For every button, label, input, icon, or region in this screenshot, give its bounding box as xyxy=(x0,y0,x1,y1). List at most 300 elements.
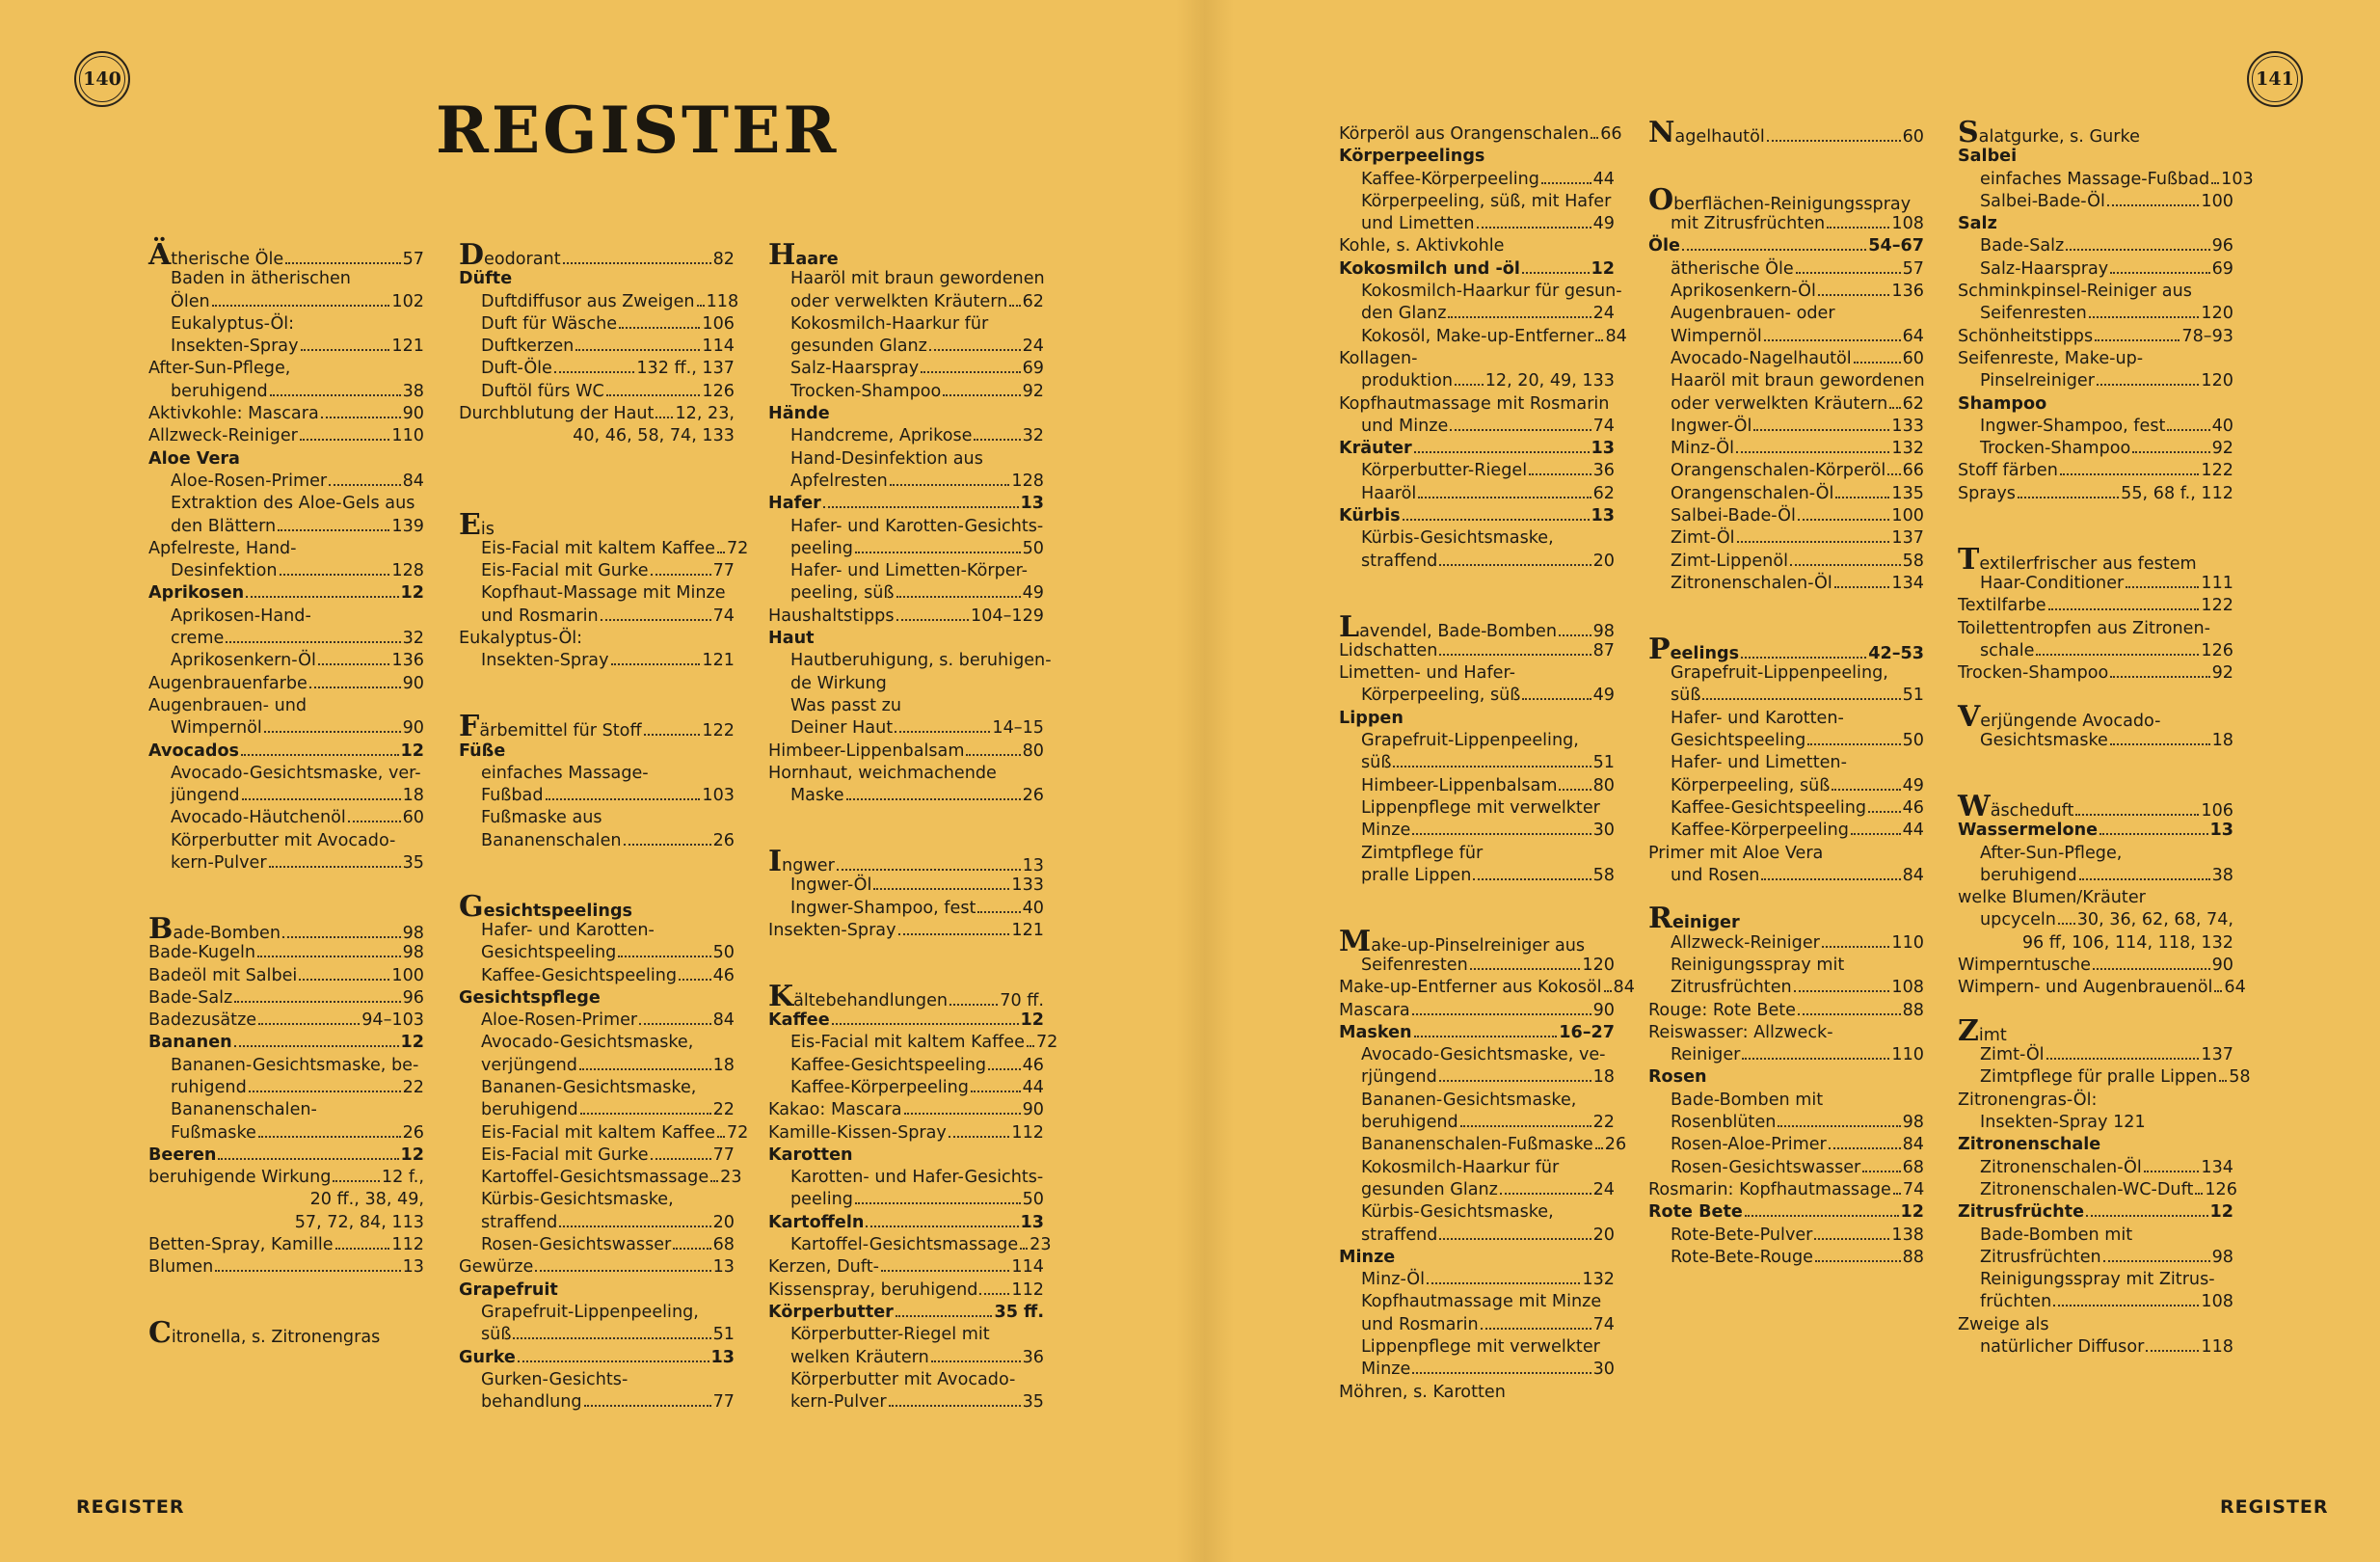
entry-term: Zitrusfrüchten xyxy=(1671,978,1792,998)
index-subentry xyxy=(768,898,1044,920)
entry-page: 69 xyxy=(1022,359,1044,379)
initial-letter: M xyxy=(1339,924,1372,958)
entry-page: 112 xyxy=(1011,1279,1044,1300)
entry-term: Duftkerzen xyxy=(481,337,575,357)
entry-page: 98 xyxy=(402,943,424,963)
dot-leader xyxy=(971,1091,1021,1092)
dot-leader xyxy=(1745,1215,1899,1217)
entry-term: Gurke xyxy=(459,1347,516,1367)
entry-term: beruhigende Wirkung xyxy=(148,1168,332,1188)
entry-term: Hautberuhigung, s. beruhigen- xyxy=(790,651,1052,671)
entry-term: Zitronenschalen-WC-Duft xyxy=(1980,1179,2194,1199)
index-column xyxy=(1958,116,2254,1359)
entry-term: schale xyxy=(1980,640,2035,660)
dot-leader xyxy=(846,798,1021,800)
index-entry xyxy=(1339,640,1615,662)
entry-page: 49 xyxy=(1902,775,1924,795)
entry-term: Körperöl aus Orangenschalen xyxy=(1339,124,1590,144)
entry-term: Avocado-Gesichtsmaske, ver- xyxy=(171,763,421,783)
index-entry xyxy=(148,673,424,695)
entry-term: straffend xyxy=(1361,551,1438,571)
dot-leader xyxy=(258,1023,360,1025)
entry-page: 132 ff., 137 xyxy=(636,359,735,379)
dot-leader xyxy=(1862,1171,1900,1172)
dot-leader xyxy=(1414,1036,1558,1037)
entry-term: Grapefruit-Lippenpeeling, xyxy=(1671,663,1888,684)
entry-term: Avocado-Nagelhautöl xyxy=(1671,348,1852,368)
index-subentry xyxy=(1339,1044,1615,1066)
index-entry xyxy=(148,942,424,964)
index-entry xyxy=(1958,281,2233,303)
entry-term: Ingwer-Shampoo, fest xyxy=(1980,416,2166,436)
entry-term: Wimpernöl xyxy=(171,718,262,739)
dot-leader xyxy=(1412,833,1591,835)
entry-term: Kürbis-Gesichtsmaske, xyxy=(1361,1202,1554,1223)
dot-leader xyxy=(1818,294,1890,296)
spacer xyxy=(1339,573,1615,595)
dot-leader xyxy=(1889,407,1900,409)
index-entry xyxy=(1648,902,1924,936)
index-entry xyxy=(768,1279,1044,1302)
dot-leader xyxy=(606,394,701,396)
entry-page: 121 xyxy=(1011,920,1044,940)
index-entry xyxy=(1958,1090,2233,1112)
entry-term: ruhigend xyxy=(171,1077,247,1097)
entry-term: Kartoffel-Gesichtsmassage xyxy=(790,1235,1019,1255)
entry-page: 46 xyxy=(712,965,735,985)
entry-term: Gesichtspeelings xyxy=(459,889,633,924)
index-subentry xyxy=(1958,191,2233,213)
index-subentry xyxy=(148,493,424,515)
entry-term: Hafer- und Karotten- xyxy=(1671,708,1844,728)
entry-term: beruhigend xyxy=(481,1100,578,1120)
index-subentry xyxy=(1339,213,1615,235)
index-subentry xyxy=(768,1234,1052,1256)
index-entry xyxy=(1958,1134,2233,1156)
spacer xyxy=(1648,146,1924,168)
entry-page: 13 xyxy=(402,1257,424,1278)
entry-term: Avocado-Gesichtsmaske, ve- xyxy=(1361,1045,1606,1065)
entry-term: Lavendel, Bade-Bomben xyxy=(1339,609,1558,644)
entry-term: Kissenspray, beruhigend xyxy=(768,1279,978,1300)
entry-term: Reinigungsspray mit xyxy=(1671,955,1845,975)
index-entry xyxy=(1958,116,2233,149)
entry-page: 20 xyxy=(712,1212,735,1232)
index-entry xyxy=(768,628,1044,650)
dot-leader xyxy=(898,933,1010,935)
entry-page: 14–15 xyxy=(992,718,1044,739)
entry-term: Trocken-Shampoo xyxy=(1958,663,2109,684)
spacer xyxy=(459,673,735,695)
initial-letter: P xyxy=(1648,632,1671,666)
dot-leader xyxy=(1439,654,1591,656)
index-subentry xyxy=(1958,258,2233,281)
entry-page: 60 xyxy=(1902,348,1924,368)
entry-term: Reiniger xyxy=(1671,1045,1741,1065)
entry-page: 44 xyxy=(1902,821,1924,841)
dot-leader xyxy=(1741,657,1866,659)
index-subentry xyxy=(459,291,739,313)
entry-term: Bananen-Gesichtsmaske, xyxy=(1361,1090,1577,1110)
entry-term: Kopfhaut-Massage mit Minze xyxy=(481,583,726,604)
dot-leader xyxy=(1529,473,1591,475)
entry-term: Ingwer-Shampoo, fest xyxy=(790,898,976,918)
entry-page: 66 xyxy=(1600,124,1622,144)
entry-term: Haaröl mit braun gewordenen xyxy=(790,269,1045,289)
entry-page: 108 xyxy=(2201,1292,2233,1312)
dot-leader xyxy=(1403,519,1590,521)
dot-leader xyxy=(1778,1125,1900,1127)
entry-page: 51 xyxy=(1592,753,1615,773)
entry-term: Avocado-Häutchenöl xyxy=(171,808,346,828)
dot-leader xyxy=(234,1045,399,1047)
entry-term: Rosen xyxy=(1648,1067,1707,1088)
index-subentry xyxy=(1648,1134,1924,1156)
dot-leader xyxy=(1481,1328,1591,1330)
index-subentry xyxy=(1958,370,2233,392)
spacer xyxy=(1958,1000,2233,1022)
index-subentry xyxy=(459,1234,735,1256)
entry-page: 77 xyxy=(712,1392,735,1413)
dot-leader xyxy=(249,1091,401,1092)
entry-term: Insekten-Spray 121 xyxy=(1980,1113,2146,1133)
entry-term: Salatgurke, s. Gurke xyxy=(1958,116,2140,149)
entry-term: Beeren xyxy=(148,1145,217,1165)
index-subentry xyxy=(459,381,735,403)
index-subentry xyxy=(1339,1314,1615,1336)
dot-leader xyxy=(2018,497,2119,498)
entry-term: Kältebehandlungen xyxy=(768,979,949,1013)
entry-page: 72 xyxy=(726,1122,749,1143)
entry-term: Shampoo xyxy=(1958,393,2047,414)
dot-leader xyxy=(2146,1350,2199,1352)
entry-page: 23 xyxy=(720,1168,742,1188)
entry-page: 46 xyxy=(1902,797,1924,818)
dot-leader xyxy=(896,619,970,621)
dot-leader xyxy=(1522,698,1591,700)
index-entry xyxy=(148,1212,424,1234)
dot-leader xyxy=(904,1113,1021,1115)
index-subentry xyxy=(1958,1291,2233,1313)
entry-page: 112 xyxy=(391,1235,424,1255)
entry-page: 120 xyxy=(2201,304,2233,324)
entry-term: den Blättern xyxy=(171,516,277,536)
entry-page: 49 xyxy=(1592,686,1615,706)
index-entry xyxy=(148,987,424,1010)
entry-term: mit Zitrusfrüchten xyxy=(1671,214,1826,234)
page-title: REGISTER xyxy=(436,93,840,168)
index-entry xyxy=(148,965,424,987)
spacer xyxy=(459,493,735,515)
spacer xyxy=(459,695,735,717)
index-subentry xyxy=(1339,370,1615,392)
dot-leader xyxy=(212,305,390,307)
dot-leader xyxy=(896,1315,993,1317)
index-subentry xyxy=(1648,551,1924,573)
dot-leader xyxy=(977,911,1020,913)
spacer xyxy=(1648,618,1924,640)
dot-leader xyxy=(215,1270,400,1272)
entry-term: natürlicher Diffusor xyxy=(1980,1337,2145,1358)
entry-term: Allzweck-Reiniger xyxy=(1671,932,1820,953)
index-subentry xyxy=(459,1369,735,1391)
entry-page: 18 xyxy=(712,1055,735,1075)
dot-leader xyxy=(1822,946,1890,948)
entry-term: Salz xyxy=(1958,214,1997,234)
spacer xyxy=(768,807,1044,829)
entry-term: Schönheitstipps xyxy=(1958,326,2094,346)
index-subentry xyxy=(459,763,735,785)
entry-term: kern-Pulver xyxy=(171,853,267,874)
index-entry xyxy=(459,889,735,924)
index-entry xyxy=(1648,1179,1924,1201)
entry-term: Öle xyxy=(1648,236,1680,256)
dot-leader xyxy=(1753,429,1889,431)
spacer xyxy=(459,852,735,875)
entry-term: Rosenblüten xyxy=(1671,1113,1777,1133)
dot-leader xyxy=(979,1293,1009,1295)
initial-letter: B xyxy=(148,911,174,946)
index-subentry xyxy=(148,830,424,852)
index-subentry xyxy=(459,920,735,942)
index-entry xyxy=(768,741,1044,763)
spacer xyxy=(148,875,424,897)
entry-page: 120 xyxy=(1582,955,1615,975)
index-column xyxy=(459,238,749,1414)
dot-leader xyxy=(1868,811,1901,813)
entry-page: 133 xyxy=(1011,875,1044,896)
index-subentry xyxy=(459,313,735,336)
entry-term: Handcreme, Aprikose xyxy=(790,426,973,446)
entry-page: 44 xyxy=(1022,1077,1044,1097)
entry-term: Kollagen- xyxy=(1339,348,1418,368)
index-subentry xyxy=(1648,1044,1924,1066)
entry-term: Kohle, s. Aktivkohle xyxy=(1339,236,1505,256)
dot-leader xyxy=(2097,384,2199,386)
entry-term: Minze xyxy=(1339,1247,1396,1267)
index-subentry xyxy=(1339,730,1615,752)
entry-term: Aprikosenkern-Öl xyxy=(1671,282,1816,302)
entry-term: Kokosöl, Make-up-Entferner xyxy=(1361,326,1594,346)
entry-term: beruhigend xyxy=(1361,1113,1458,1133)
index-entry xyxy=(459,710,735,744)
dot-leader xyxy=(697,305,705,307)
index-subentry xyxy=(1648,303,1924,325)
dot-leader xyxy=(895,731,990,733)
dot-leader xyxy=(584,1405,711,1407)
entry-term: Lippenpflege mit verwelkter xyxy=(1361,797,1600,818)
index-subentry xyxy=(1958,1247,2233,1269)
entry-page: 90 xyxy=(1592,1000,1615,1020)
index-subentry xyxy=(1339,1201,1615,1224)
entry-pages: 96 ff, 106, 114, 118, 132 xyxy=(2021,932,2233,953)
entry-term: süß xyxy=(481,1325,512,1345)
entry-term: verjüngend xyxy=(481,1055,577,1075)
dot-leader xyxy=(1854,362,1901,364)
entry-page: 58 xyxy=(1902,551,1924,571)
index-subentry xyxy=(459,1189,735,1211)
entry-term: Aprikosenkern-Öl xyxy=(171,651,316,671)
entry-pages: 20 ff., 38, 49, xyxy=(309,1190,424,1210)
entry-page: 12 xyxy=(2209,1202,2233,1223)
entry-page: 20 xyxy=(1592,1225,1615,1245)
index-subentry xyxy=(1958,169,2254,191)
index-subentry xyxy=(148,381,424,403)
page-gutter xyxy=(1176,0,1234,1562)
index-entry xyxy=(1648,235,1924,257)
entry-page: 122 xyxy=(2201,596,2233,616)
entry-term: gesunden Glanz xyxy=(1361,1179,1498,1199)
entry-term: Kakao: Mascara xyxy=(768,1100,902,1120)
index-subentry xyxy=(1648,685,1924,707)
dot-leader xyxy=(2195,1193,2203,1195)
entry-term: Textilfarbe xyxy=(1958,596,2046,616)
entry-term: Aloe-Rosen-Primer xyxy=(171,471,328,491)
index-entry xyxy=(1958,977,2246,999)
entry-page: 110 xyxy=(391,426,424,446)
initial-letter: R xyxy=(1648,902,1672,936)
index-subentry xyxy=(768,1032,1058,1054)
index-subentry xyxy=(459,1055,735,1077)
entry-page: 57 xyxy=(402,250,424,269)
entry-page: 74 xyxy=(1592,416,1615,436)
entry-term: ätherische Öle xyxy=(1671,258,1794,279)
dot-leader xyxy=(1418,497,1591,498)
entry-term: Gesichtspflege xyxy=(459,987,601,1008)
page-number-left xyxy=(74,51,130,107)
entry-page: 90 xyxy=(1022,1100,1044,1120)
entry-term: Himbeer-Lippenbalsam xyxy=(1361,775,1558,795)
entry-term: Eis-Facial mit Gurke xyxy=(481,1145,649,1165)
entry-page: 35 ff. xyxy=(994,1302,1044,1322)
dot-leader xyxy=(1412,1372,1591,1374)
dot-leader xyxy=(1412,1013,1591,1015)
entry-term: Rosen-Aloe-Primer xyxy=(1671,1135,1827,1155)
dot-leader xyxy=(866,1225,1018,1227)
entry-term: Ingwer-Öl xyxy=(790,875,872,896)
index-subentry xyxy=(148,807,424,829)
entry-page: 68 xyxy=(1902,1157,1924,1177)
entry-term: beruhigend xyxy=(171,381,268,401)
index-subentry xyxy=(1339,1336,1615,1359)
entry-term: Toilettentropfen aus Zitronen- xyxy=(1958,618,2210,638)
entry-page: 35 xyxy=(402,853,424,874)
entry-page: 134 xyxy=(1891,573,1924,593)
initial-letter: I xyxy=(768,845,783,879)
entry-page: 72 xyxy=(1035,1033,1058,1053)
entry-term: straffend xyxy=(481,1212,558,1232)
dot-leader xyxy=(258,1136,401,1138)
entry-page: 110 xyxy=(1891,1045,1924,1065)
dot-leader xyxy=(1796,272,1901,274)
dot-leader xyxy=(644,734,701,736)
dot-leader xyxy=(270,394,401,396)
entry-page: 57 xyxy=(1902,258,1924,279)
index-entry xyxy=(148,1167,424,1189)
entry-term: Ingwer xyxy=(768,845,835,879)
index-entry xyxy=(459,987,735,1010)
entry-page: 62 xyxy=(1022,291,1044,311)
entry-term: straffend xyxy=(1361,1225,1438,1245)
dot-leader xyxy=(580,1113,711,1115)
spacer xyxy=(1958,685,2233,707)
dot-leader xyxy=(2219,1080,2227,1082)
index-subentry xyxy=(1339,1225,1615,1247)
index-subentry xyxy=(768,785,1044,807)
index-entry xyxy=(1958,662,2233,685)
index-subentry xyxy=(148,1099,424,1121)
dot-leader xyxy=(300,439,390,441)
entry-term: Eis-Facial mit Gurke xyxy=(481,561,649,581)
entry-term: Himbeer-Lippenbalsam xyxy=(768,741,965,761)
index-entry xyxy=(768,845,1044,879)
entry-page: 22 xyxy=(1592,1113,1615,1133)
initial-letter: N xyxy=(1648,116,1675,149)
index-entry xyxy=(1648,182,1924,217)
entry-term: Kürbis xyxy=(1339,506,1401,526)
dot-leader xyxy=(554,371,634,373)
entry-term: Kartoffeln xyxy=(768,1212,865,1232)
entry-page: 90 xyxy=(402,673,424,693)
entry-page: 13 xyxy=(710,1347,735,1367)
index-subentry xyxy=(148,516,424,538)
index-subentry xyxy=(1648,573,1924,595)
entry-page: 121 xyxy=(702,651,735,671)
entry-term: Hafer- und Limetten- xyxy=(1671,753,1847,773)
entry-term: Minze xyxy=(1361,821,1411,841)
index-entry xyxy=(459,628,735,650)
index-entry xyxy=(148,1032,424,1054)
entry-page: 114 xyxy=(702,337,735,357)
index-entry xyxy=(768,1302,1044,1324)
index-subentry xyxy=(1339,483,1615,505)
index-column xyxy=(1339,123,1635,1404)
initial-letter: W xyxy=(1958,789,1991,823)
entry-page: 114 xyxy=(1011,1257,1044,1278)
index-subentry xyxy=(148,628,424,650)
entry-page: 32 xyxy=(402,629,424,649)
entry-page: 108 xyxy=(1891,214,1924,234)
entry-term: peeling xyxy=(790,1190,853,1210)
entry-page: 126 xyxy=(2201,640,2233,660)
index-subentry xyxy=(459,785,735,807)
dot-leader xyxy=(1767,140,1901,142)
entry-page: 44 xyxy=(1592,169,1615,189)
entry-term: Apfelreste, Hand- xyxy=(148,538,297,558)
entry-page: 136 xyxy=(391,651,424,671)
index-entry xyxy=(459,1347,735,1369)
index-subentry xyxy=(1339,416,1615,438)
entry-term: Körperpeeling, süß xyxy=(1361,686,1521,706)
dot-leader xyxy=(881,1270,1009,1272)
entry-page: 24 xyxy=(1022,337,1044,357)
dot-leader xyxy=(579,1068,711,1070)
entry-term: Salz-Haarspray xyxy=(1980,258,2109,279)
entry-page: 98 xyxy=(1592,621,1615,641)
entry-page: 24 xyxy=(1592,1179,1615,1199)
entry-term: Kaffee-Gesichtspeeling xyxy=(1671,797,1867,818)
entry-page: 24 xyxy=(1592,304,1615,324)
entry-page: 138 xyxy=(1891,1225,1924,1245)
dot-leader xyxy=(611,663,701,665)
spacer xyxy=(1648,169,1924,191)
entry-term: Extraktion des Aloe-Gels aus xyxy=(171,494,415,514)
index-subentry xyxy=(1648,932,1924,955)
entry-page: 77 xyxy=(712,561,735,581)
entry-term: Zitronengras-Öl: xyxy=(1958,1090,2098,1110)
index-entry xyxy=(1339,708,1615,730)
index-subentry xyxy=(1339,797,1615,820)
